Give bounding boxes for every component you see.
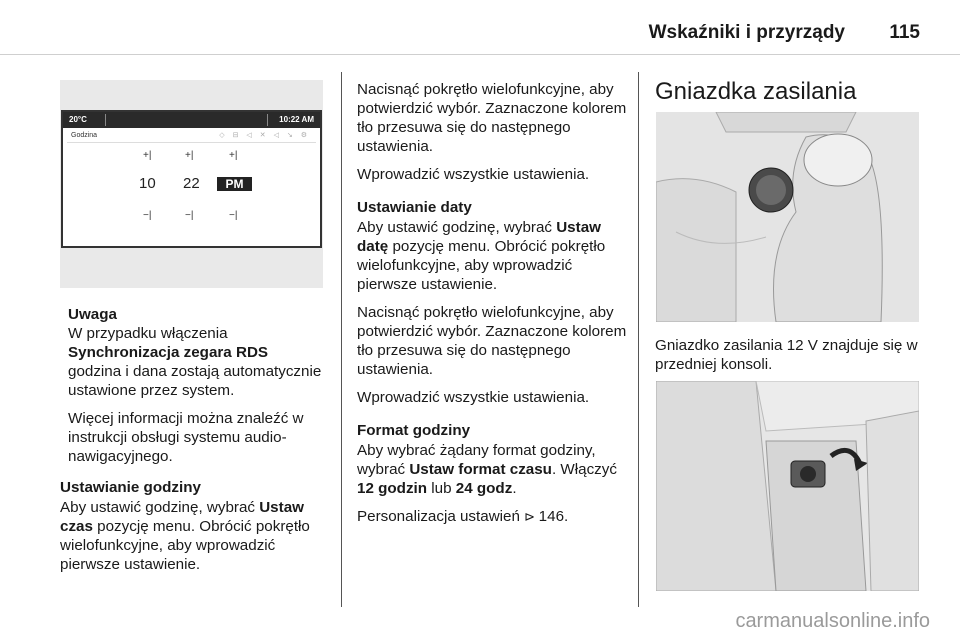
column-divider-2 (638, 72, 639, 607)
period-increase-icon: +| (229, 150, 238, 161)
minute-value: 22 (183, 175, 200, 192)
display-screen (61, 110, 322, 248)
period-decrease-icon: −| (229, 210, 238, 221)
hour-decrease-icon: −| (143, 210, 152, 221)
status-bar (63, 112, 320, 128)
minute-decrease-icon: −| (185, 210, 194, 221)
section-heading: Format godziny (357, 422, 471, 439)
clock-readout: 10:22 AM (279, 115, 314, 124)
socket-caption: Gniazdko zasilania 12 V znajduje się w przedniej konsoli. (655, 337, 918, 373)
page-header (0, 0, 960, 44)
column-2-text: Nacisnąć pokrętło wielofunkcyjne, aby potwierdzić wybór. Zaznaczone kolorem tło przesuwa się do następnego ustawienia. Wprowadzić wszystkie ustawienia. Ustawianie daty Aby ustawić godzinę, wybrać Ustaw datę pozycję menu. Obrócić pokrętło wielofunkcyjne, aby wprowadzić pierwsze ustawienie. Nacisnąć pokrętło wielofunkcyjne, aby potwierdzić wybór. Zaznaczone kolorem tło przesuwa się do następnego ustawienia. Wprowadzić wszystkie ustawienia. Format godziny Aby wybrać żądany format godziny, wybrać Ustaw format czasu. Włączyć 12 godzin lub 24 godz. Personalizacja ustawień ⊳ 146. (357, 80, 629, 535)
section-title: Gniazdka zasilania (655, 78, 857, 105)
temperature-readout: 20°C (69, 115, 87, 124)
header-divider (0, 54, 960, 55)
hour-value: 10 (139, 175, 156, 192)
watermark: carmanualsonline.info (735, 610, 930, 632)
minute-increase-icon: +| (185, 150, 194, 161)
period-value: PM (217, 177, 252, 191)
status-icons: ◇ ⊟ ◁ ✕ ◁ ↘ ⚙ (219, 132, 310, 139)
time-setting-section: Ustawianie godziny Aby ustawić godzinę, wybrać Ustaw czas pozycję menu. Obrócić pokrętło wielofunkcyjne, aby wprowadzić pierwsze ustawienie. (60, 478, 334, 583)
column-3-heading (655, 78, 925, 106)
section-heading: Ustawianie godziny (60, 479, 201, 496)
rear-socket-illustration (656, 381, 919, 591)
gear-console-illustration (656, 112, 919, 322)
gear-console-photo (656, 112, 919, 322)
hour-increase-icon: +| (143, 150, 152, 161)
note-block: Uwaga W przypadku włączenia Synchronizacja zegara RDS godzina i dana zostają automatycznie ustawione przez system. Więcej informacji można znaleźć w instrukcji obsługi systemu audio-nawigacyjnego. (68, 306, 322, 465)
section-heading: Ustawianie daty (357, 199, 472, 216)
page-title: Wskaźniki i przyrządy (648, 22, 845, 43)
column-divider-1 (341, 72, 342, 607)
page-number: 115 (889, 22, 920, 43)
screen-subtitle: Godzina (71, 132, 98, 139)
rear-socket-photo (656, 381, 919, 591)
note-title: Uwaga (68, 306, 117, 323)
page-reference-icon: ⊳ (524, 509, 539, 524)
page-reference[interactable]: 146. (538, 508, 569, 525)
